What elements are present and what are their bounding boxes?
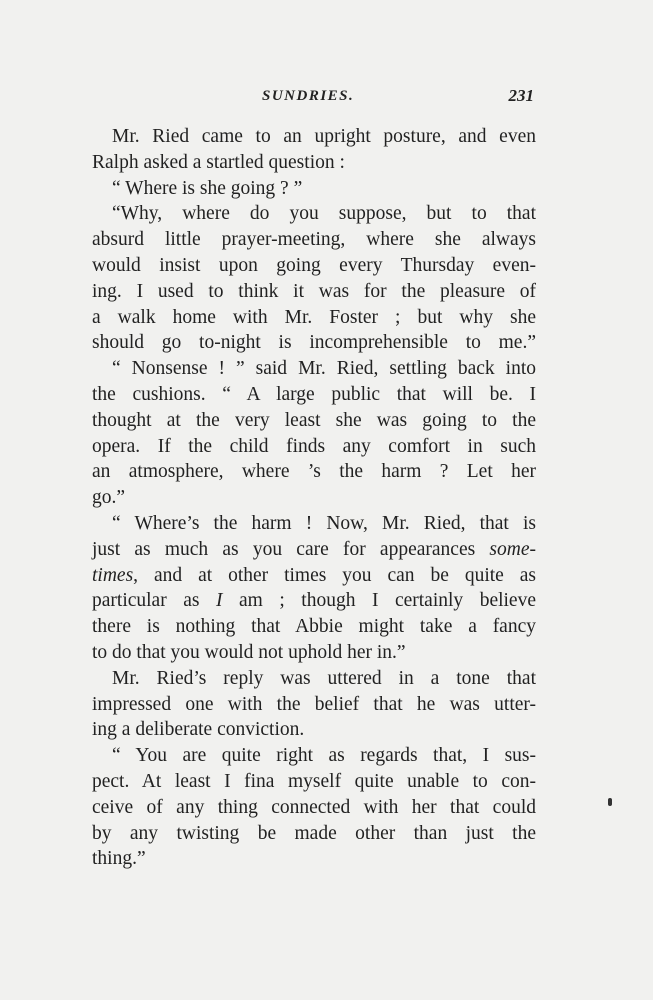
text-segment: should go to-night is incomprehensible to me.” bbox=[92, 332, 536, 354]
text-segment: pect. At least I fina myself quite unable to con- bbox=[92, 770, 536, 792]
text-line bbox=[92, 846, 536, 872]
text-segment: ing a deliberate conviction. bbox=[92, 719, 305, 741]
text-line bbox=[92, 666, 536, 692]
text-line bbox=[92, 588, 536, 614]
running-title: SUNDRIES. bbox=[262, 88, 355, 104]
text-line bbox=[92, 201, 536, 227]
italic-text: some- bbox=[489, 538, 536, 560]
text-line bbox=[92, 743, 536, 769]
text-line bbox=[92, 227, 536, 253]
text-segment: “ Where is she going ? ” bbox=[112, 177, 303, 199]
text-line bbox=[92, 511, 536, 537]
text-line bbox=[92, 563, 536, 589]
text-segment: “ Where’s the harm ! Now, Mr. Ried, that is bbox=[112, 512, 536, 534]
text-segment: ing. I used to think it was for the pleasure of bbox=[92, 280, 536, 302]
text-line bbox=[92, 692, 536, 718]
text-segment: thing.” bbox=[92, 848, 146, 870]
text-segment: ceive of any thing connected with her that could bbox=[92, 796, 536, 818]
text-segment: am ; though I certainly believe bbox=[222, 590, 536, 612]
text-segment: “ Nonsense ! ” said Mr. Ried, settling back into bbox=[112, 358, 536, 380]
text-line bbox=[92, 150, 536, 176]
text-line bbox=[92, 459, 536, 485]
text-line bbox=[92, 717, 536, 743]
text-segment: , and at other times you can be quite as bbox=[133, 564, 536, 586]
text-line bbox=[92, 537, 536, 563]
text-segment: a walk home with Mr. Foster ; but why she bbox=[92, 306, 536, 328]
text-segment: an atmosphere, where ’s the harm ? Let her bbox=[92, 461, 536, 483]
text-segment: Ralph asked a startled question : bbox=[92, 151, 345, 173]
page-header bbox=[262, 88, 534, 112]
text-line bbox=[92, 356, 536, 382]
text-segment: “ You are quite right as regards that, I sus- bbox=[112, 745, 536, 767]
text-segment: impressed one with the belief that he was utter- bbox=[92, 693, 536, 715]
text-segment: absurd little prayer-meeting, where she always bbox=[92, 229, 536, 251]
text-segment: thought at the very least she was going to the bbox=[92, 409, 536, 431]
text-line bbox=[92, 253, 536, 279]
text-line bbox=[92, 821, 536, 847]
text-line bbox=[92, 769, 536, 795]
text-segment: Mr. Ried came to an upright posture, and even bbox=[112, 126, 536, 147]
text-line bbox=[92, 640, 536, 666]
text-segment: would insist upon going every Thursday even- bbox=[92, 254, 536, 276]
text-line bbox=[92, 434, 536, 460]
text-segment: go.” bbox=[92, 487, 126, 509]
text-segment: to do that you would not uphold her in.” bbox=[92, 641, 406, 663]
text-segment: there is nothing that Abbie might take a fancy bbox=[92, 616, 536, 638]
text-segment: particular as bbox=[92, 590, 216, 612]
text-segment: Mr. Ried’s reply was uttered in a tone that bbox=[112, 667, 536, 689]
text-line bbox=[92, 382, 536, 408]
text-segment: opera. If the child finds any comfort in such bbox=[92, 435, 536, 457]
page-body-text bbox=[92, 124, 536, 872]
text-line bbox=[92, 279, 536, 305]
page-number: 231 bbox=[508, 86, 534, 105]
text-line bbox=[92, 485, 536, 511]
italic-text: I bbox=[215, 590, 223, 612]
text-segment: just as much as you care for appearances bbox=[92, 538, 490, 560]
text-segment: the cushions. “ A large public that will be. I bbox=[92, 383, 536, 405]
text-line bbox=[92, 330, 536, 356]
text-line bbox=[92, 124, 536, 150]
text-line bbox=[92, 614, 536, 640]
margin-ink-mark bbox=[608, 798, 612, 806]
text-segment: by any twisting be made other than just the bbox=[92, 822, 536, 844]
text-segment: “Why, where do you suppose, but to that bbox=[112, 203, 536, 225]
text-line bbox=[92, 176, 536, 202]
italic-text: times bbox=[92, 564, 134, 586]
text-line bbox=[92, 305, 536, 331]
text-line bbox=[92, 795, 536, 821]
text-line bbox=[92, 408, 536, 434]
